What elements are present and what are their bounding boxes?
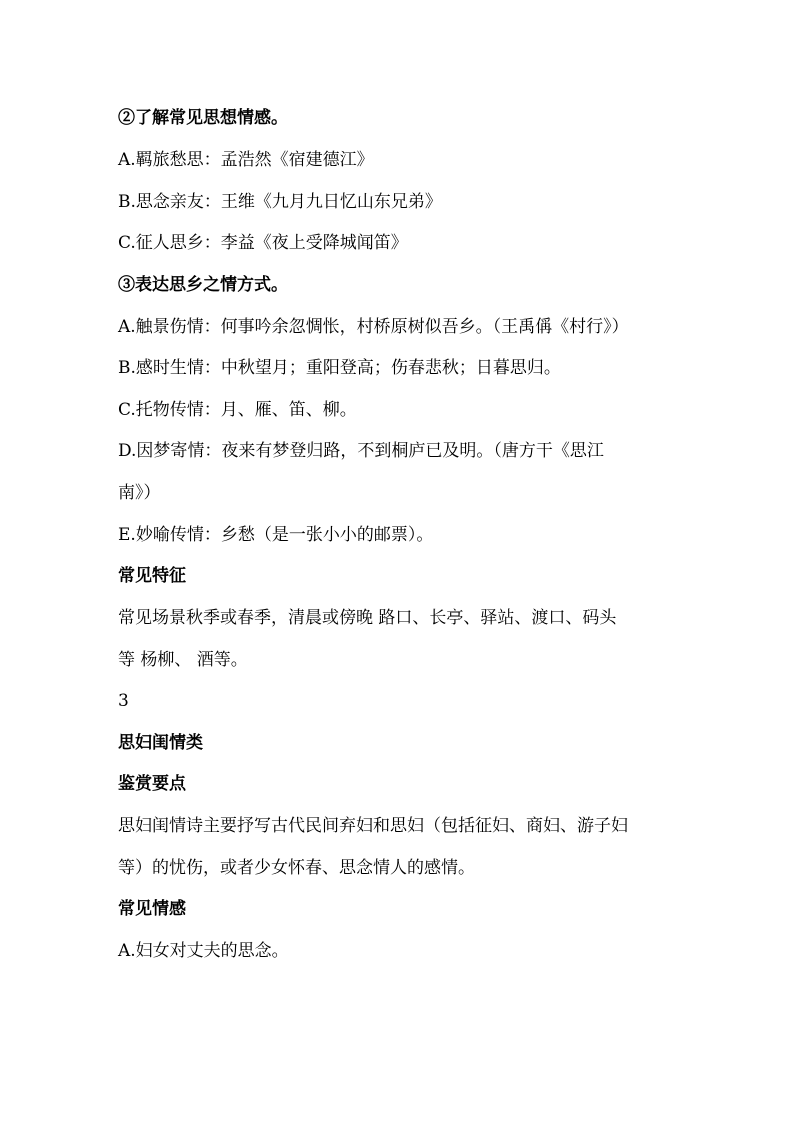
list-item: D.因梦寄情：夜来有梦登归路，不到桐庐已及明。（唐方干《思江: [118, 441, 604, 461]
heading-common-features: 常见特征: [118, 566, 186, 586]
subheading-appreciation-points: 鉴赏要点: [118, 774, 186, 794]
section-number: 3: [118, 691, 129, 711]
heading-expression-methods: ③表达思乡之情方式。: [118, 275, 288, 295]
list-item: B.感时生情：中秋望月；重阳登高；伤春悲秋；日暮思归。: [118, 358, 561, 378]
paragraph-line: 等 杨柳、 酒等。: [118, 650, 248, 670]
list-item: C.征人思乡：李益《夜上受降城闻笛》: [118, 233, 408, 253]
list-item-continuation: 南》）: [118, 483, 161, 503]
paragraph-line: 等）的忧伤，或者少女怀春、思念情人的感情。: [118, 858, 475, 878]
paragraph-line: 常见场景秋季或春季，清晨或傍晚 路口、长亭、驿站、渡口、码头: [118, 608, 617, 628]
list-item: C.托物传情：月、雁、笛、柳。: [118, 400, 357, 420]
list-item: B.思念亲友：王维《九月九日忆山东兄弟》: [118, 192, 442, 212]
list-item: A.触景伤情：何事吟余忽惆怅，村桥原树似吾乡。（王禹偁《村行》）: [118, 317, 629, 337]
section-title: 思妇闺情类: [118, 733, 203, 753]
list-item: A.妇女对丈夫的思念。: [118, 941, 289, 961]
heading-common-emotions: ②了解常见思想情感。: [118, 108, 288, 128]
list-item: A.羁旅愁思：孟浩然《宿建德江》: [118, 150, 374, 170]
subheading-common-emotions: 常见情感: [118, 899, 186, 919]
list-item: E.妙喻传情：乡愁（是一张小小的邮票）。: [118, 525, 434, 545]
paragraph-line: 思妇闺情诗主要抒写古代民间弃妇和思妇（包括征妇、商妇、游子妇: [118, 816, 628, 836]
